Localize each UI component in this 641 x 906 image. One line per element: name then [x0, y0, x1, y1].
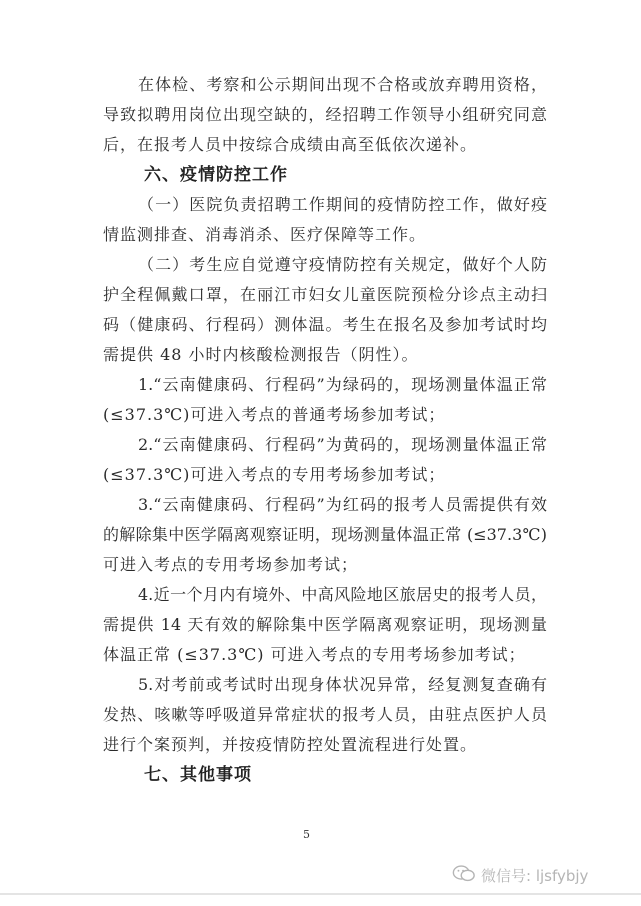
text-line: 体温正常 (≤37.3℃) 可进入考点的专用考场参加考试；: [103, 645, 526, 664]
section-heading: 七、其他事项: [144, 765, 252, 785]
text-line: (≤37.3℃)可进入考点的普通考场参加考试；: [103, 405, 446, 424]
text-line: 2.“云南健康码、行程码”为黄码的，现场测量体温正常: [138, 435, 547, 454]
text-line: 后，在报考人员中按综合成绩由高至低依次递补。: [103, 135, 478, 154]
text-line: 需提供 14 天有效的解除集中医学隔离观察证明，现场测量: [103, 615, 547, 634]
text-line: （一）医院负责招聘工作期间的疫情防控工作，做好疫: [138, 195, 547, 214]
text-line: （二）考生应自觉遵守疫情防控有关规定，做好个人防: [138, 255, 547, 274]
section-heading: 六、疫情防控工作: [144, 165, 288, 185]
text-line: 3.“云南健康码、行程码”为红码的报考人员需提供有效: [138, 495, 547, 514]
page-number: 5: [303, 828, 310, 841]
text-line: 在体检、考察和公示期间出现不合格或放弃聘用资格，: [138, 75, 547, 94]
text-line: 导致拟聘用岗位出现空缺的，经招聘工作领导小组研究同意: [103, 105, 547, 124]
watermark-text: 微信号: ljsfybjy: [481, 867, 589, 885]
text-line: 情监测排查、消毒消杀、医疗保障等工作。: [103, 225, 427, 244]
text-line: 进行个案预判，并按疫情防控处置流程进行处置。: [103, 735, 478, 754]
text-line: 护全程佩戴口罩，在丽江市妇女儿童医院预检分诊点主动扫: [103, 285, 547, 304]
text-line: (≤37.3℃)可进入考点的专用考场参加考试；: [103, 465, 446, 484]
wechat-watermark: [452, 864, 588, 887]
text-line: 1.“云南健康码、行程码”为绿码的，现场测量体温正常: [138, 375, 547, 394]
text-line: 可进入考点的专用考场参加考试；: [103, 555, 359, 574]
text-line: 的解除集中医学隔离观察证明，现场测量体温正常 (≤37.3℃): [103, 525, 547, 544]
text-line: 4.近一个月内有境外、中高风险地区旅居史的报考人员，: [138, 585, 547, 604]
text-line: 需提供 48 小时内核酸检测报告（阴性）。: [103, 345, 419, 364]
text-line: 5.对考前或考试时出现身体状况异常，经复测复查确有: [138, 675, 547, 694]
text-line: 码（健康码、行程码）测体温。考生在报名及参加考试时均: [103, 315, 547, 334]
wechat-icon: [452, 864, 476, 887]
bottom-divider: [0, 893, 641, 895]
text-line: 发热、咳嗽等呼吸道异常症状的报考人员，由驻点医护人员: [103, 705, 547, 724]
